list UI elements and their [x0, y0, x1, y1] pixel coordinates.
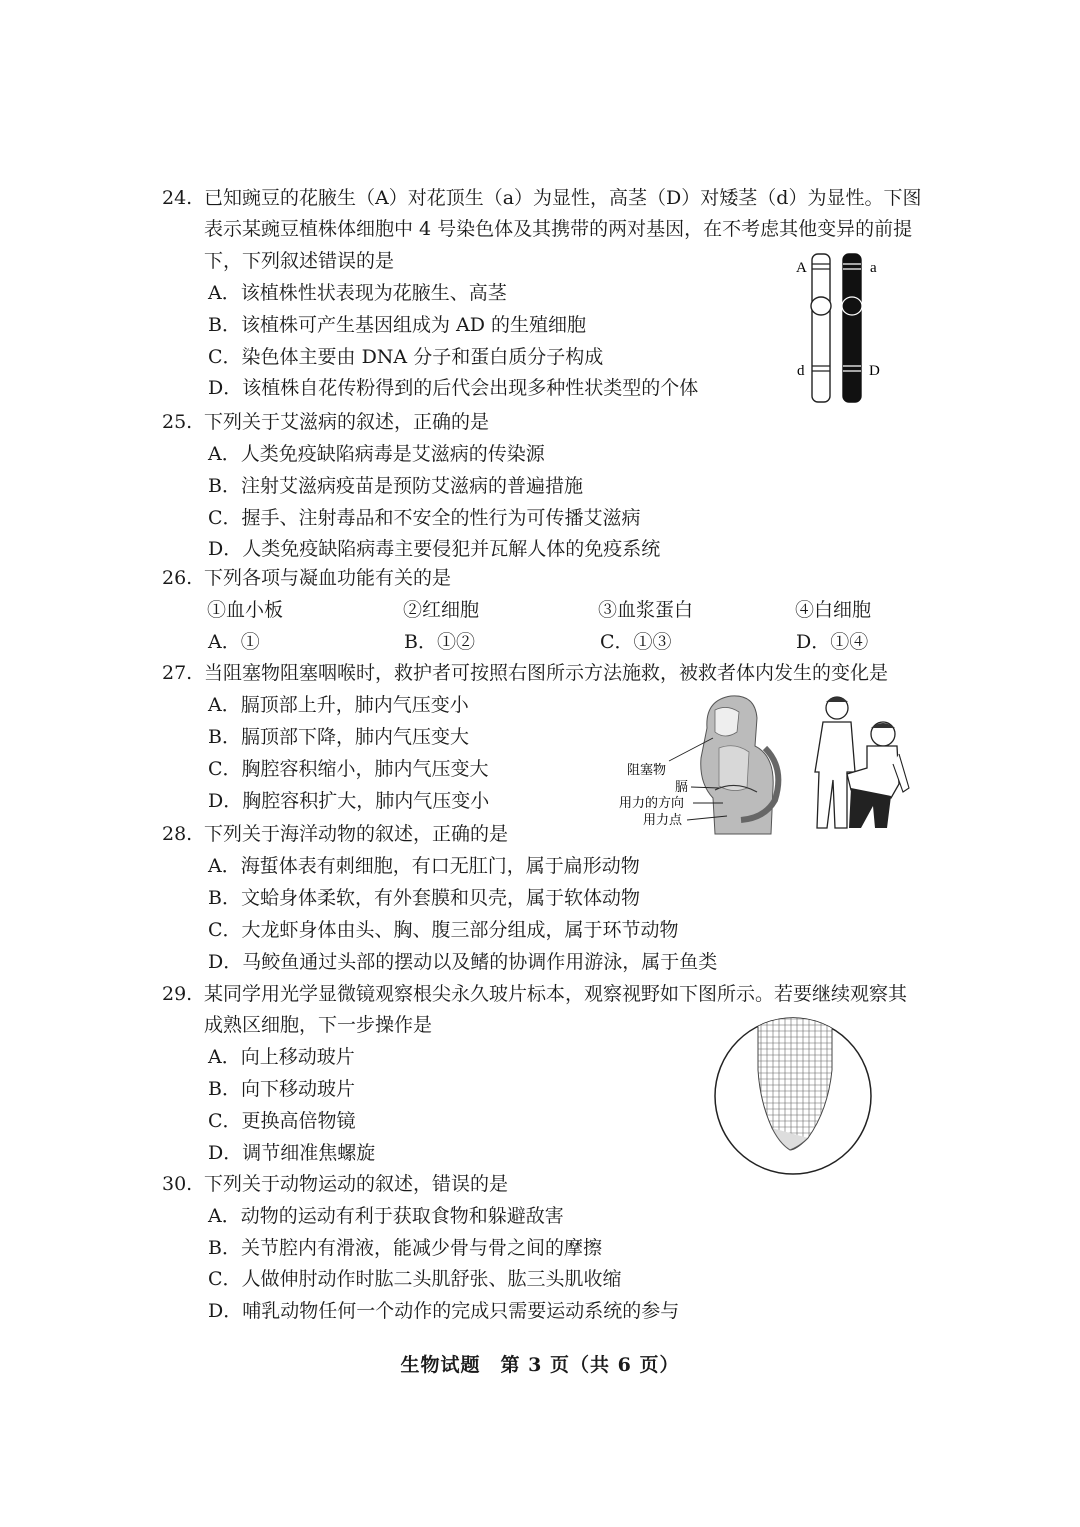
gene-label-d: d	[797, 363, 805, 379]
label-force-direction: 用力的方向	[619, 795, 685, 810]
question-stem: 某同学用光学显微镜观察根尖永久玻片标本，观察视野如下图所示。若要继续观察其	[204, 983, 908, 1005]
question-number: 28.	[162, 823, 193, 845]
option-c: C．握手、注射毒品和不安全的性行为可传播艾滋病	[208, 507, 641, 529]
option-a: A．向上移动玻片	[208, 1046, 355, 1068]
option-a: A．动物的运动有利于获取食物和躲避敌害	[208, 1205, 564, 1227]
centromere-white	[811, 297, 831, 315]
gene-label-D: D	[869, 363, 880, 379]
option-d: D．该植株自花传粉得到的后代会出现多种性状类型的个体	[208, 377, 699, 399]
chromosome-black	[843, 254, 861, 402]
option-a: A．①	[208, 631, 260, 653]
gene-label-A: A	[796, 260, 807, 276]
label-force-point: 用力点	[643, 812, 683, 827]
option-a: A．海蜇体表有刺细胞，有口无肛门，属于扁形动物	[208, 855, 640, 877]
option-d: D．调节细准焦螺旋	[208, 1142, 376, 1164]
question-stem: 已知豌豆的花腋生（A）对花顶生（a）为显性，高茎（D）对矮茎（d）为显性。下图	[204, 187, 922, 209]
option-c: C．①③	[600, 631, 672, 653]
label-obstruction: 阻塞物	[627, 762, 667, 777]
option-b: B．膈顶部下降，肺内气压变大	[208, 726, 469, 748]
option-c: C．更换高倍物镜	[208, 1110, 356, 1132]
item-1: ①血小板	[207, 599, 284, 621]
question-number: 24.	[162, 187, 193, 209]
torso-cross-section-illustration	[701, 696, 779, 834]
label-diaphragm: 膈	[675, 779, 689, 794]
chromosome-figure	[790, 250, 890, 405]
question-number: 25.	[162, 411, 193, 433]
item-4: ④白细胞	[795, 599, 872, 621]
option-b: B．关节腔内有滑液，能减少骨与骨之间的摩擦	[208, 1237, 602, 1259]
rescuer-and-victim-illustration	[815, 697, 909, 828]
option-c: C．人做伸肘动作时肱二头肌舒张、肱三头肌收缩	[208, 1268, 622, 1290]
question-stem: 成熟区细胞，下一步操作是	[204, 1014, 433, 1036]
option-c: C．大龙虾身体由头、胸、腹三部分组成，属于环节动物	[208, 919, 679, 941]
question-number: 29.	[162, 983, 193, 1005]
option-d: D．人类免疫缺陷病毒主要侵犯并瓦解人体的免疫系统	[208, 538, 661, 560]
page-footer: 生物试题 第 3 页（共 6 页）	[400, 1354, 680, 1376]
option-d: D．胸腔容积扩大，肺内气压变小	[208, 790, 490, 812]
option-d: D．马鲛鱼通过头部的摆动以及鳍的协调作用游泳，属于鱼类	[208, 951, 718, 973]
question-stem: 下列关于动物运动的叙述，错误的是	[204, 1173, 509, 1195]
option-a: A．该植株性状表现为花腋生、高茎	[208, 282, 507, 304]
option-a: A．膈顶部上升，肺内气压变小	[208, 694, 469, 716]
option-b: B．该植株可产生基因组成为 AD 的生殖细胞	[208, 314, 586, 336]
chromosome-white	[812, 254, 830, 402]
question-number: 26.	[162, 567, 193, 589]
option-a: A．人类免疫缺陷病毒是艾滋病的传染源	[208, 443, 545, 465]
question-stem: 下列关于海洋动物的叙述，正确的是	[204, 823, 509, 845]
question-stem: 下列各项与凝血功能有关的是	[204, 567, 452, 589]
microscope-field-figure	[710, 1010, 880, 1180]
heimlich-figure	[615, 688, 915, 838]
option-b: B．①②	[404, 631, 475, 653]
gene-label-a: a	[870, 260, 877, 276]
option-b: B．向下移动玻片	[208, 1078, 355, 1100]
question-number: 30.	[162, 1173, 193, 1195]
option-b: B．文蛤身体柔软，有外套膜和贝壳，属于软体动物	[208, 887, 640, 909]
question-stem: 下，下列叙述错误的是	[204, 250, 395, 272]
item-2: ②红细胞	[403, 599, 480, 621]
option-c: C．胸腔容积缩小，肺内气压变大	[208, 758, 489, 780]
option-d: D．哺乳动物任何一个动作的完成只需要运动系统的参与	[208, 1300, 680, 1322]
question-number: 27.	[162, 662, 193, 684]
question-stem: 下列关于艾滋病的叙述，正确的是	[204, 411, 490, 433]
question-stem: 表示某豌豆植株体细胞中 4 号染色体及其携带的两对基因，在不考虑其他变异的前提	[204, 218, 913, 240]
option-d: D．①④	[796, 631, 869, 653]
option-b: B．注射艾滋病疫苗是预防艾滋病的普遍措施	[208, 475, 583, 497]
option-c: C．染色体主要由 DNA 分子和蛋白质分子构成	[208, 346, 604, 368]
centromere-black	[842, 297, 862, 315]
question-stem: 当阻塞物阻塞咽喉时，救护者可按照右图所示方法施救，被救者体内发生的变化是	[204, 662, 889, 684]
item-3: ③血浆蛋白	[598, 599, 694, 621]
